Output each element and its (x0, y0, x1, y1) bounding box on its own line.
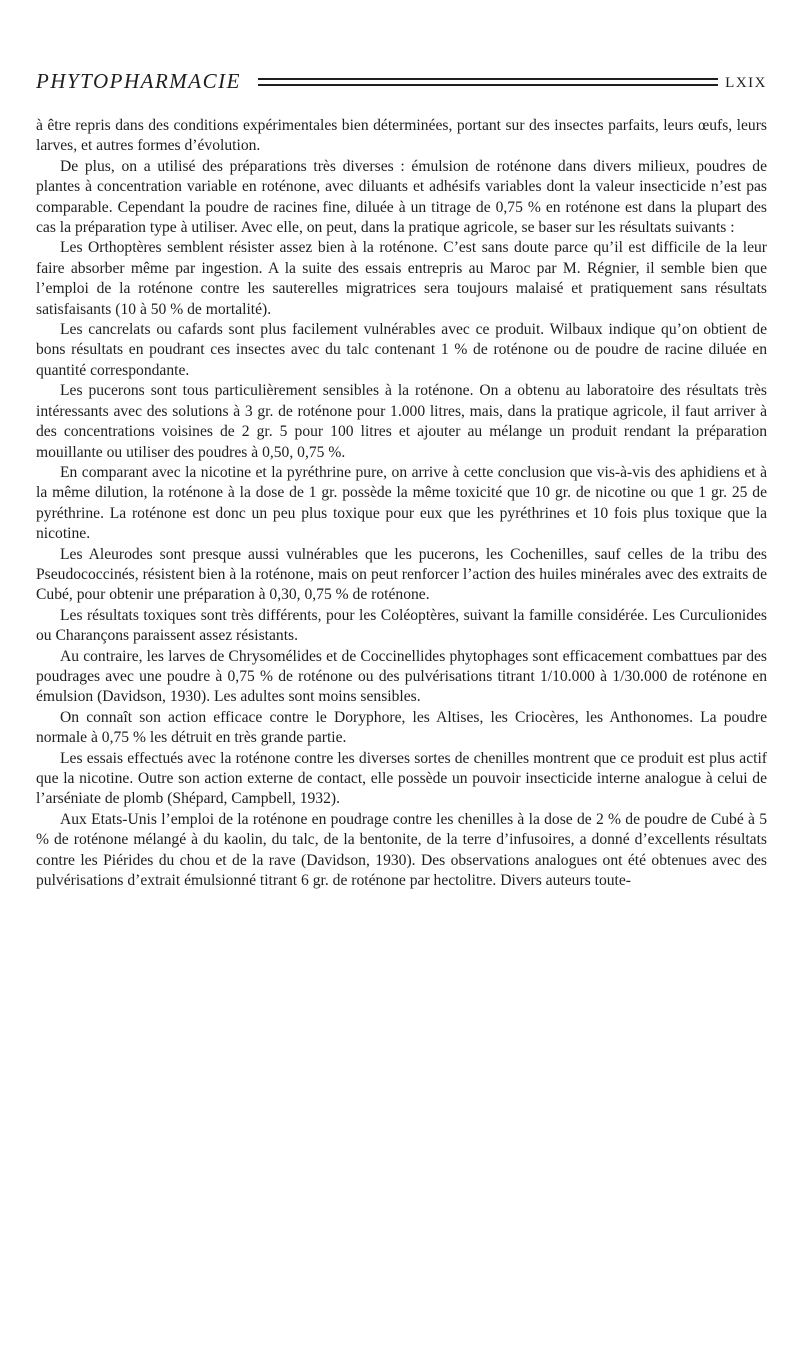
running-title: PHYTOPHARMACIE (36, 69, 241, 93)
paragraph: Au contraire, les larves de Chrysomélides et de Coccinellides phytophages sont efficacement combattues par des poudrages avec une poudre à 0,75 % de roténone ou des pulvérisations titrant 1/10.000 à 1/30.000 de roténone en émulsion (Davidson, 1930). Les adultes sont moins sensibles. (36, 647, 767, 706)
paragraph: Les cancrelats ou cafards sont plus facilement vulnérables avec ce produit. Wilbaux indique qu’on obtient de bons résultats en poudrant ces insectes avec du talc contenant 1 % de roténone ou de poudre de racine diluée en quantité correspondante. (36, 321, 767, 379)
paragraph: Les Aleurodes sont presque aussi vulnérables que les pucerons, les Cochenilles, sauf celles de la tribu des Pseudococcinés, résistent bien à la roténone, mais on peut renforcer l’action des huiles minérales avec des extraits de Cubé, pour obtenir une préparation à 0,30, 0,75 % de roténone. (36, 545, 767, 604)
paragraph: Les Orthoptères semblent résister assez bien à la roténone. C’est sans doute parce qu’il est difficile de la leur faire absorber même par ingestion. A la suite des essais entrepris au Maroc par M. Régnier, il semble bien que l’emploi de la roténone contre les sauterelles migratrices sera toujours malaisé et pratiquement sans résultats satisfaisants (10 à 50 % de mortalité). (36, 239, 767, 318)
paragraph: Aux Etats-Unis l’emploi de la roténone en poudrage contre les chenilles à la dose de 2 % de poudre de Cubé à 5 % de roténone mélangé à du kaolin, du talc, de la bentonite, de la terre d’infusoires, a donné d’excellents résultats contre les Piérides du chou et de la rave (Davidson, 1930). Des observations analogues ont été obtenues avec des pulvérisations d’extrait émulsionné titrant 6 gr. de roténone par hectolitre. Divers auteurs toute- (36, 810, 767, 890)
paragraph: On connaît son action efficace contre le Doryphore, les Altises, les Criocères, les Anthonomes. La poudre normale à 0,75 % les détruit en très grande partie. (36, 708, 767, 747)
page-header (36, 66, 767, 96)
header-rule-upper (258, 78, 718, 80)
header-rule-lower (258, 84, 718, 86)
paragraph: De plus, on a utilisé des préparations très diverses : émulsion de roténone dans divers milieux, poudres de plantes à concentration variable en roténone, avec diluants et adhésifs variables dont la valeur insecticide n’est pas comparable. Cependant la poudre de racines fine, diluée à un titrage de 0,75 % en roténone est dans la plupart des cas la préparation type à utiliser. Avec elle, on peut, dans la pratique agricole, se baser sur les résultats suivants : (36, 157, 767, 237)
paragraph: Les résultats toxiques sont très différents, pour les Coléoptères, suivant la famille considérée. Les Curculionides ou Charançons paraissent assez résistants. (36, 606, 767, 645)
paragraph-continuation: à être repris dans des conditions expérimentales bien déterminées, portant sur des insectes parfaits, leurs œufs, leurs larves, et autres formes d’évolution. (36, 117, 767, 155)
paragraph: Les essais effectués avec la roténone contre les diverses sortes de chenilles montrent que ce produit est plus actif que la nicotine. Outre son action externe de contact, elle possède un pouvoir insecticide interne analogue à celui de l’arséniate de plomb (Shépard, Campbell, 1932). (36, 749, 767, 808)
paragraph: En comparant avec la nicotine et la pyréthrine pure, on arrive à cette conclusion que vis-à-vis des aphidiens et à la même dilution, la roténone à la dose de 1 gr. possède la même toxicité que 10 gr. de nicotine ou que 1 gr. 25 de pyréthrine. La roténone est donc un peu plus toxique pour eux que les pyréthrines et 10 fois plus toxique que la nicotine. (36, 463, 767, 543)
body-text (36, 116, 767, 891)
page-number: LXIX (725, 75, 767, 91)
paragraph: Les pucerons sont tous particulièrement sensibles à la roténone. On a obtenu au laboratoire des résultats très intéressants avec des solutions à 3 gr. de roténone pour 1.000 litres, mais, dans la pratique agricole, il faut arriver à des concentrations voisines de 2 gr. 5 pour 100 litres et ajouter au mélange un produit rendant la préparation mouillante ou utiliser des poudres à 0,50, 0,75 %. (36, 382, 767, 461)
